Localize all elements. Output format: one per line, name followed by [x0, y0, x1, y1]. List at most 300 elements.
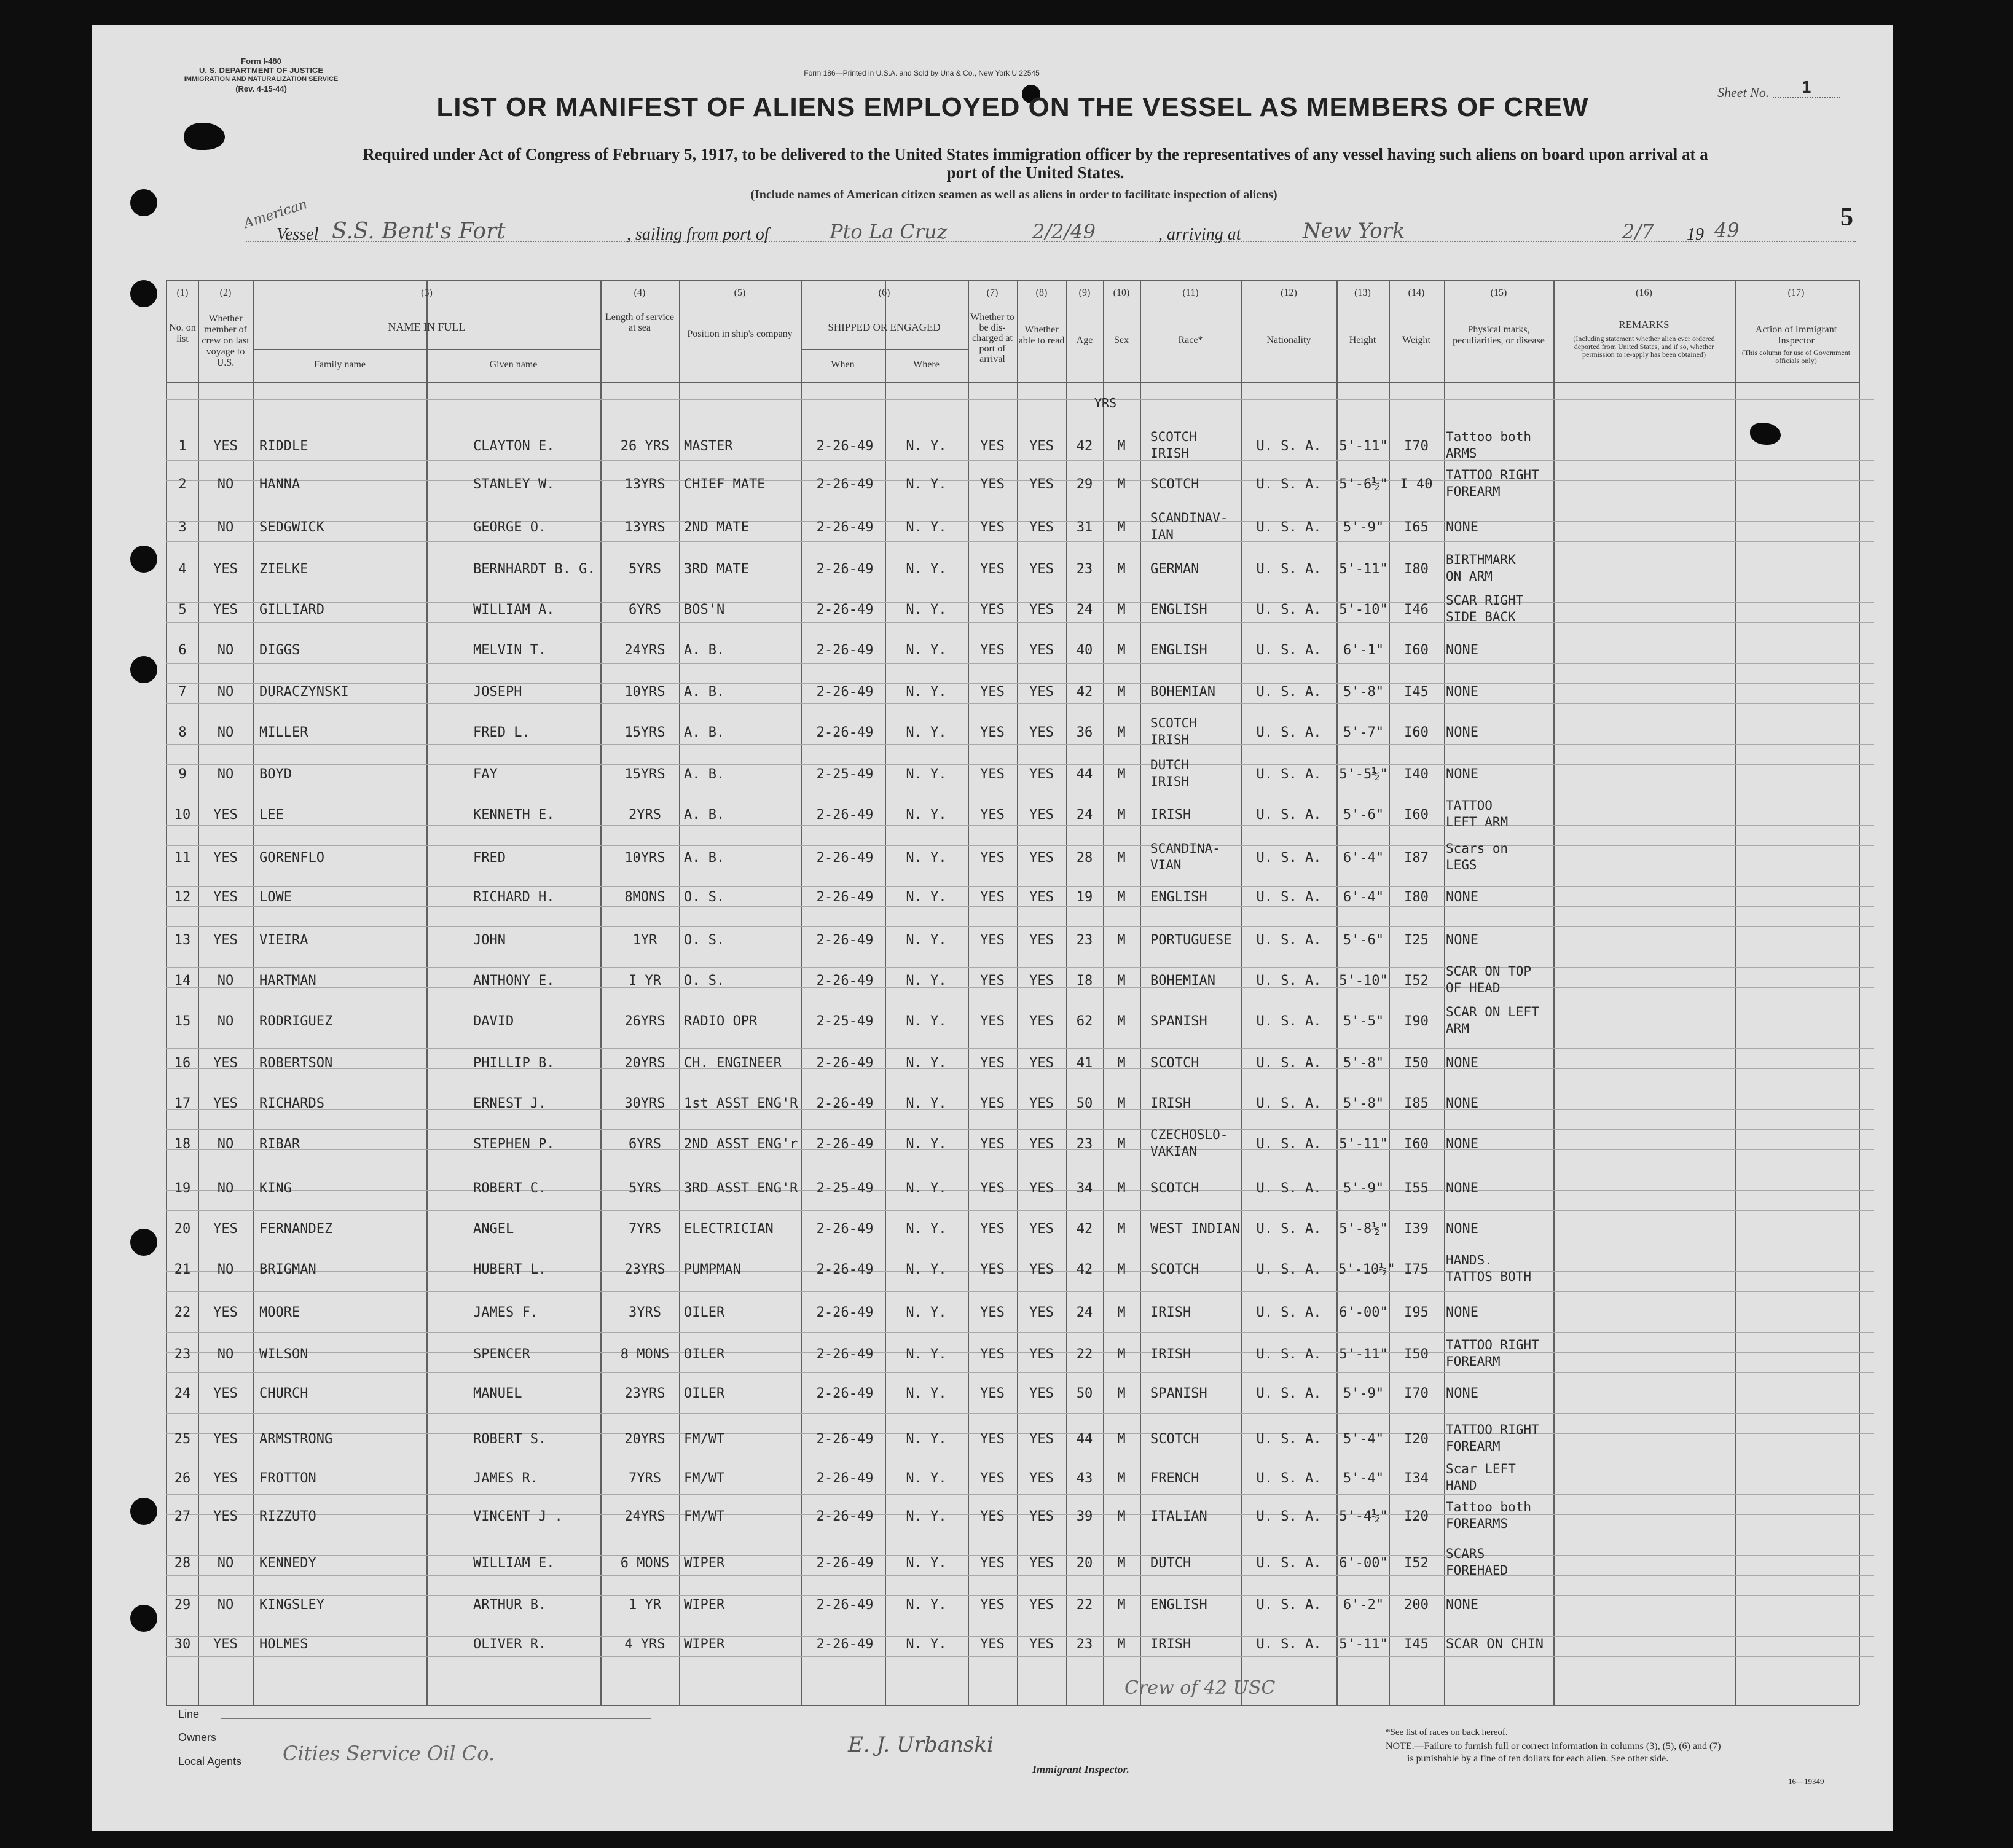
- height: 6'-2": [1343, 1597, 1384, 1613]
- family-name: KENNEDY: [259, 1556, 316, 1571]
- nationality: U. S. A.: [1256, 807, 1322, 823]
- race: BOHEMIAN: [1150, 684, 1215, 700]
- ledger-rule: [166, 1494, 1874, 1495]
- punch-hole: [130, 656, 157, 683]
- sex: M: [1117, 602, 1126, 617]
- ship-position: A. B.: [684, 807, 725, 823]
- shipped-when: 2-26-49: [816, 1347, 874, 1362]
- nationality: U. S. A.: [1256, 643, 1322, 658]
- length-of-service: 3YRS: [629, 1305, 661, 1320]
- ledger-rule: [166, 1332, 1874, 1333]
- column-rule: [1103, 280, 1104, 1705]
- shipped-when: 2-26-49: [816, 1556, 874, 1571]
- row-number: 20: [174, 1221, 191, 1237]
- col-num-2: (2): [219, 288, 232, 298]
- able-to-read: YES: [1029, 767, 1054, 782]
- sex: M: [1117, 1597, 1126, 1613]
- vessel-label: Vessel: [277, 225, 319, 244]
- physical-marks: NONE: [1446, 684, 1478, 700]
- length-of-service: 23YRS: [624, 1386, 665, 1401]
- race: [1150, 429, 1197, 462]
- shipped-when: 2-26-49: [816, 1637, 874, 1652]
- line-label: Line: [178, 1708, 200, 1720]
- column-rule: [1444, 280, 1445, 1705]
- physical-marks: [1446, 1004, 1539, 1037]
- page-title: LIST OR MANIFEST OF ALIENS EMPLOYED ON THE VESSEL AS MEMBERS OF CREW: [436, 92, 1589, 122]
- to-be-discharged: YES: [980, 562, 1005, 577]
- able-to-read: YES: [1029, 684, 1054, 700]
- family-name: ROBERTSON: [259, 1055, 333, 1071]
- age: 24: [1076, 602, 1093, 617]
- ship-position: WIPER: [684, 1597, 725, 1613]
- last-voyage: YES: [213, 602, 238, 617]
- length-of-service: 26 YRS: [620, 439, 670, 454]
- row-number: 5: [178, 602, 187, 617]
- weight: I40: [1404, 767, 1429, 782]
- length-of-service: 5YRS: [629, 562, 661, 577]
- height: 5'-5": [1343, 1014, 1384, 1029]
- physical-marks-line: TATTOO RIGHT: [1446, 468, 1539, 482]
- to-be-discharged: YES: [980, 477, 1005, 492]
- ship-position: OILER: [684, 1386, 725, 1401]
- sex: M: [1117, 850, 1126, 866]
- family-name: DIGGS: [259, 643, 300, 658]
- ledger-rule: [166, 1575, 1874, 1576]
- row-number: 26: [174, 1471, 191, 1486]
- physical-marks: NONE: [1446, 1597, 1478, 1613]
- row-number: 29: [174, 1597, 191, 1613]
- col-family-name: Family name: [314, 359, 366, 370]
- ledger-rule: [166, 683, 1874, 684]
- family-name: HANNA: [259, 477, 300, 492]
- row-number: 22: [174, 1305, 191, 1320]
- column-rule: [253, 280, 254, 1705]
- length-of-service: 10YRS: [624, 850, 665, 866]
- physical-marks: [1446, 1252, 1531, 1285]
- owners-label: Owners: [178, 1731, 217, 1744]
- age: 42: [1076, 1221, 1093, 1237]
- col-discharged: Whether to be dis-charged at port of arrival: [970, 312, 1014, 364]
- physical-marks: [1446, 797, 1508, 831]
- length-of-service: 20YRS: [624, 1055, 665, 1071]
- col-height: Height: [1349, 335, 1376, 345]
- nationality: U. S. A.: [1256, 973, 1322, 989]
- year-prefix: 19: [1687, 225, 1704, 244]
- shipped-where: N. Y.: [906, 520, 947, 535]
- shipped-when: 2-26-49: [816, 933, 874, 948]
- sex: M: [1117, 1431, 1126, 1447]
- ledger-rule: [166, 764, 1874, 765]
- race-line: SCANDINA-: [1150, 841, 1220, 856]
- ship-position: 3RD ASST ENG'R: [684, 1181, 798, 1196]
- printer-line: Form 186—Printed in U.S.A. and Sold by Una & Co., New York U 22545: [804, 69, 1040, 77]
- last-voyage: NO: [217, 643, 234, 658]
- shipped-when: 2-26-49: [816, 643, 874, 658]
- table-top-rule: [166, 280, 1859, 281]
- family-name: RODRIGUEZ: [259, 1014, 333, 1029]
- ship-position: PUMPMAN: [684, 1262, 741, 1277]
- length-of-service: 15YRS: [624, 725, 665, 740]
- age: 24: [1076, 807, 1093, 823]
- col-num-17: (17): [1787, 288, 1805, 298]
- nationality: U. S. A.: [1256, 684, 1322, 700]
- last-voyage: YES: [213, 1637, 238, 1652]
- column-rule: [1336, 280, 1338, 1705]
- to-be-discharged: YES: [980, 1221, 1005, 1237]
- race: PORTUGUESE: [1150, 933, 1232, 948]
- given-name: BERNHARDT B. G.: [473, 562, 595, 577]
- height: 5'-8½": [1339, 1221, 1388, 1237]
- shipped-when: 2-26-49: [816, 684, 874, 700]
- race-line: IRISH: [1150, 732, 1190, 747]
- shipped-when: 2-26-49: [816, 1055, 874, 1071]
- age: 34: [1076, 1181, 1093, 1196]
- physical-marks-line: HAND: [1446, 1478, 1477, 1493]
- last-voyage: YES: [213, 439, 238, 454]
- shipped-when: 2-25-49: [816, 767, 874, 782]
- row-number: 2: [178, 477, 187, 492]
- penalty-note-1: NOTE.—Failure to furnish full or correct information in columns (3), (5), (6) and (7): [1386, 1741, 1721, 1752]
- shipped-when: 2-26-49: [816, 1471, 874, 1486]
- col-no-on-list: No. on list: [169, 323, 196, 344]
- family-name: LOWE: [259, 890, 292, 905]
- sex: M: [1117, 1556, 1126, 1571]
- age: I8: [1076, 973, 1093, 989]
- weight: I45: [1404, 1637, 1429, 1652]
- physical-marks: [1446, 963, 1531, 996]
- age: 20: [1076, 1556, 1093, 1571]
- port-from: Pto La Cruz: [830, 220, 948, 243]
- race: IRISH: [1150, 1096, 1191, 1111]
- shipped-where: N. Y.: [906, 850, 947, 866]
- to-be-discharged: YES: [980, 1597, 1005, 1613]
- ship-position: CHIEF MATE: [684, 477, 766, 492]
- to-be-discharged: YES: [980, 850, 1005, 866]
- shipped-when: 2-26-49: [816, 439, 874, 454]
- given-name: MELVIN T.: [473, 643, 547, 658]
- family-name: HOLMES: [259, 1637, 308, 1652]
- to-be-discharged: YES: [980, 1137, 1005, 1152]
- nationality: U. S. A.: [1256, 439, 1322, 454]
- physical-marks-line: TATTOO RIGHT: [1446, 1422, 1539, 1437]
- weight: I60: [1404, 1137, 1429, 1152]
- ship-position: A. B.: [684, 767, 725, 782]
- ship-position: 2ND MATE: [684, 520, 749, 535]
- col-num-12: (12): [1281, 288, 1297, 298]
- race-note: *See list of races on back hereof.: [1386, 1728, 1508, 1737]
- column-rule: [1140, 280, 1141, 1705]
- sex: M: [1117, 562, 1126, 577]
- length-of-service: 26YRS: [624, 1014, 665, 1029]
- last-voyage: NO: [217, 1137, 234, 1152]
- last-voyage: NO: [217, 1181, 234, 1196]
- nationality: U. S. A.: [1256, 1509, 1322, 1524]
- able-to-read: YES: [1029, 1386, 1054, 1401]
- nationality: U. S. A.: [1256, 1014, 1322, 1029]
- row-number: 13: [174, 933, 191, 948]
- race: SCOTCH: [1150, 1431, 1199, 1447]
- row-number: 17: [174, 1096, 191, 1111]
- col-num-11: (11): [1182, 288, 1199, 298]
- height: 5'-4": [1343, 1431, 1384, 1447]
- height: 5'-4½": [1339, 1509, 1388, 1524]
- physical-marks: [1446, 552, 1516, 585]
- height: 5'-9": [1343, 1386, 1384, 1401]
- weight: I 40: [1400, 477, 1433, 492]
- to-be-discharged: YES: [980, 602, 1005, 617]
- given-name: MANUEL: [473, 1386, 522, 1401]
- physical-marks-line: ARMS: [1446, 446, 1477, 461]
- able-to-read: YES: [1029, 973, 1054, 989]
- nationality: U. S. A.: [1256, 933, 1322, 948]
- inspector-signature: E. J. Urbanski: [848, 1732, 994, 1757]
- given-name: OLIVER R.: [473, 1637, 547, 1652]
- column-rule: [1241, 280, 1242, 1705]
- length-of-service: 23YRS: [624, 1262, 665, 1277]
- race: WEST INDIAN: [1150, 1221, 1240, 1237]
- row-number: 15: [174, 1014, 191, 1029]
- col-num-14: (14): [1408, 288, 1425, 298]
- shipped-when: 2-26-49: [816, 807, 874, 823]
- weight: I87: [1404, 850, 1429, 866]
- ledger-rule: [166, 1413, 1874, 1414]
- sex: M: [1117, 1096, 1126, 1111]
- arriving-label: , arriving at: [1158, 225, 1241, 244]
- row-number: 30: [174, 1637, 191, 1652]
- race-line: VAKIAN: [1150, 1144, 1197, 1159]
- ledger-rule: [166, 1048, 1874, 1049]
- height: 6'-1": [1343, 643, 1384, 658]
- shipped-where: N. Y.: [906, 1637, 947, 1652]
- weight: I60: [1404, 643, 1429, 658]
- family-name: FROTTON: [259, 1471, 316, 1486]
- race: SPANISH: [1150, 1014, 1207, 1029]
- age: 50: [1076, 1096, 1093, 1111]
- last-voyage: YES: [213, 807, 238, 823]
- race: IRISH: [1150, 807, 1191, 823]
- ledger-rule: [166, 825, 1874, 826]
- nationality: U. S. A.: [1256, 1471, 1322, 1486]
- physical-marks: NONE: [1446, 1305, 1478, 1320]
- last-voyage: NO: [217, 973, 234, 989]
- ledger-rule: [166, 1372, 1874, 1373]
- shipped-where: N. Y.: [906, 477, 947, 492]
- shipped-where: N. Y.: [906, 1386, 947, 1401]
- length-of-service: I YR: [629, 973, 661, 989]
- able-to-read: YES: [1029, 1471, 1054, 1486]
- nationality: U. S. A.: [1256, 1055, 1322, 1071]
- physical-marks-line: ON ARM: [1446, 569, 1493, 584]
- ship-position: 2ND ASST ENG'r: [684, 1137, 798, 1152]
- column-rule: [166, 280, 167, 1705]
- physical-marks-line: LEFT ARM: [1446, 815, 1509, 829]
- family-name: KINGSLEY: [259, 1597, 324, 1613]
- family-name: GORENFLO: [259, 850, 324, 866]
- age: 50: [1076, 1386, 1093, 1401]
- height: 6'-00": [1339, 1305, 1388, 1320]
- weight: I25: [1404, 933, 1429, 948]
- ship-position: 3RD MATE: [684, 562, 749, 577]
- length-of-service: 8 MONS: [620, 1347, 670, 1362]
- nationality: U. S. A.: [1256, 1181, 1322, 1196]
- physical-marks-line: TATTOO RIGHT: [1446, 1337, 1539, 1352]
- sex: M: [1117, 933, 1126, 948]
- family-name: BOYD: [259, 767, 292, 782]
- family-name: ARMSTRONG: [259, 1431, 333, 1447]
- weight: I80: [1404, 890, 1429, 905]
- to-be-discharged: YES: [980, 1471, 1005, 1486]
- to-be-discharged: YES: [980, 1305, 1005, 1320]
- name-split-rule: [253, 349, 600, 350]
- able-to-read: YES: [1029, 1181, 1054, 1196]
- able-to-read: YES: [1029, 643, 1054, 658]
- row-number: 4: [178, 562, 187, 577]
- row-number: 1: [178, 439, 187, 454]
- physical-marks-line: SCAR RIGHT: [1446, 593, 1524, 608]
- row-number: 7: [178, 684, 187, 700]
- able-to-read: YES: [1029, 1431, 1054, 1447]
- punch-hole: [130, 546, 157, 573]
- race: IRISH: [1150, 1347, 1191, 1362]
- length-of-service: 24YRS: [624, 643, 665, 658]
- col-name-in-full: NAME IN FULL: [388, 321, 466, 333]
- given-name: FAY: [473, 767, 498, 782]
- given-name: SPENCER: [473, 1347, 530, 1362]
- physical-marks-line: SCAR ON LEFT: [1446, 1004, 1539, 1019]
- shipped-when: 2-26-49: [816, 520, 874, 535]
- race: GERMAN: [1150, 562, 1199, 577]
- length-of-service: 1YR: [632, 933, 657, 948]
- vessel-name: S.S. Bent's Fort: [332, 219, 506, 244]
- physical-marks: NONE: [1446, 1386, 1478, 1401]
- punch-hole: [130, 189, 157, 216]
- inspector-label: Immigrant Inspector.: [1032, 1763, 1130, 1776]
- shipped-where: N. Y.: [906, 1181, 947, 1196]
- given-name: PHILLIP B.: [473, 1055, 555, 1071]
- race: FRENCH: [1150, 1471, 1199, 1486]
- row-number: 11: [174, 850, 191, 866]
- punch-hole: [130, 1605, 157, 1632]
- shipped-split-rule: [801, 349, 968, 350]
- family-name: MILLER: [259, 725, 308, 740]
- subtitle-line-1: Required under Act of Congress of February 5, 1917, to be delivered to the United States immigration officer by the representatives of any vessel having such aliens on board upon arrival at a: [363, 145, 1708, 163]
- col-remarks-note: (Including statement whether alien ever ordered deported from United States, and if so, whether permission to re-apply has been obtained): [1573, 334, 1715, 359]
- col-sex: Sex: [1114, 335, 1129, 345]
- sex: M: [1117, 1181, 1126, 1196]
- column-rule: [1066, 280, 1067, 1705]
- last-voyage: NO: [217, 1556, 234, 1571]
- nationality: U. S. A.: [1256, 1597, 1322, 1613]
- nationality: U. S. A.: [1256, 1347, 1322, 1362]
- shipped-when: 2-26-49: [816, 602, 874, 617]
- shipped-where: N. Y.: [906, 1221, 947, 1237]
- race: ENGLISH: [1150, 643, 1207, 658]
- last-voyage: YES: [213, 1471, 238, 1486]
- sex: M: [1117, 1509, 1126, 1524]
- row-number: 16: [174, 1055, 191, 1071]
- family-name: MOORE: [259, 1305, 300, 1320]
- col-inspector-note: (This column for use of Government officials only): [1741, 348, 1851, 365]
- height: 5'-6½": [1339, 477, 1388, 492]
- race: SPANISH: [1150, 1386, 1207, 1401]
- given-name: KENNETH E.: [473, 807, 555, 823]
- height: 5'-8": [1343, 684, 1384, 700]
- col-num-5: (5): [734, 288, 746, 298]
- height: 6'-4": [1343, 890, 1384, 905]
- ledger-rule: [166, 967, 1874, 968]
- length-of-service: 4 YRS: [624, 1637, 665, 1652]
- shipped-where: N. Y.: [906, 1347, 947, 1362]
- able-to-read: YES: [1029, 562, 1054, 577]
- punch-hole: [130, 1229, 157, 1256]
- race: [1150, 510, 1228, 543]
- age: 62: [1076, 1014, 1093, 1029]
- col-inspector-action: Action of Immigrant Inspector: [1755, 324, 1837, 346]
- able-to-read: YES: [1029, 1556, 1054, 1571]
- nationality: U. S. A.: [1256, 1556, 1322, 1571]
- to-be-discharged: YES: [980, 807, 1005, 823]
- physical-marks-line: HANDS.: [1446, 1253, 1493, 1267]
- shipped-where: N. Y.: [906, 1597, 947, 1613]
- given-name: ROBERT C.: [473, 1181, 547, 1196]
- crew-note: Crew of 42 USC: [1124, 1677, 1276, 1699]
- shipped-when: 2-25-49: [816, 1014, 874, 1029]
- col-weight: Weight: [1402, 335, 1430, 345]
- ledger-rule: [166, 541, 1874, 542]
- col-nationality: Nationality: [1266, 335, 1311, 345]
- given-name: STEPHEN P.: [473, 1137, 555, 1152]
- weight: I45: [1404, 684, 1429, 700]
- ledger-rule: [166, 1656, 1874, 1657]
- col-num-4: (4): [634, 288, 646, 298]
- form-agency-block: [160, 57, 363, 93]
- race-line: CZECHOSLO-: [1150, 1127, 1228, 1142]
- age: 42: [1076, 439, 1093, 454]
- weight: I52: [1404, 973, 1429, 989]
- shipped-when: 2-26-49: [816, 1137, 874, 1152]
- weight: I70: [1404, 439, 1429, 454]
- race: ENGLISH: [1150, 890, 1207, 905]
- shipped-when: 2-26-49: [816, 1262, 874, 1277]
- physical-marks-line: OF HEAD: [1446, 981, 1501, 995]
- ledger-rule: [166, 622, 1874, 623]
- shipped-where: N. Y.: [906, 1305, 947, 1320]
- ship-position: WIPER: [684, 1556, 725, 1571]
- weight: I34: [1404, 1471, 1429, 1486]
- physical-marks-line: Scars on: [1446, 841, 1509, 856]
- physical-marks-line: SIDE BACK: [1446, 609, 1516, 624]
- ledger-rule: [166, 906, 1874, 907]
- column-rule: [885, 280, 886, 1705]
- col-age: Age: [1076, 335, 1093, 345]
- race: ENGLISH: [1150, 602, 1207, 617]
- shipped-where: N. Y.: [906, 684, 947, 700]
- col-shipped-when: When: [831, 359, 855, 370]
- shipped-where: N. Y.: [906, 1137, 947, 1152]
- physical-marks-line: SCARS: [1446, 1546, 1485, 1561]
- sex: M: [1117, 1055, 1126, 1071]
- family-name: WILSON: [259, 1347, 308, 1362]
- nationality: U. S. A.: [1256, 1221, 1322, 1237]
- age: 24: [1076, 1305, 1093, 1320]
- able-to-read: YES: [1029, 1014, 1054, 1029]
- physical-marks: NONE: [1446, 1221, 1478, 1237]
- age: 23: [1076, 1637, 1093, 1652]
- family-name: SEDGWICK: [259, 520, 324, 535]
- to-be-discharged: YES: [980, 1637, 1005, 1652]
- physical-marks-line: FOREARM: [1446, 484, 1501, 499]
- physical-marks-line: ARM: [1446, 1021, 1469, 1036]
